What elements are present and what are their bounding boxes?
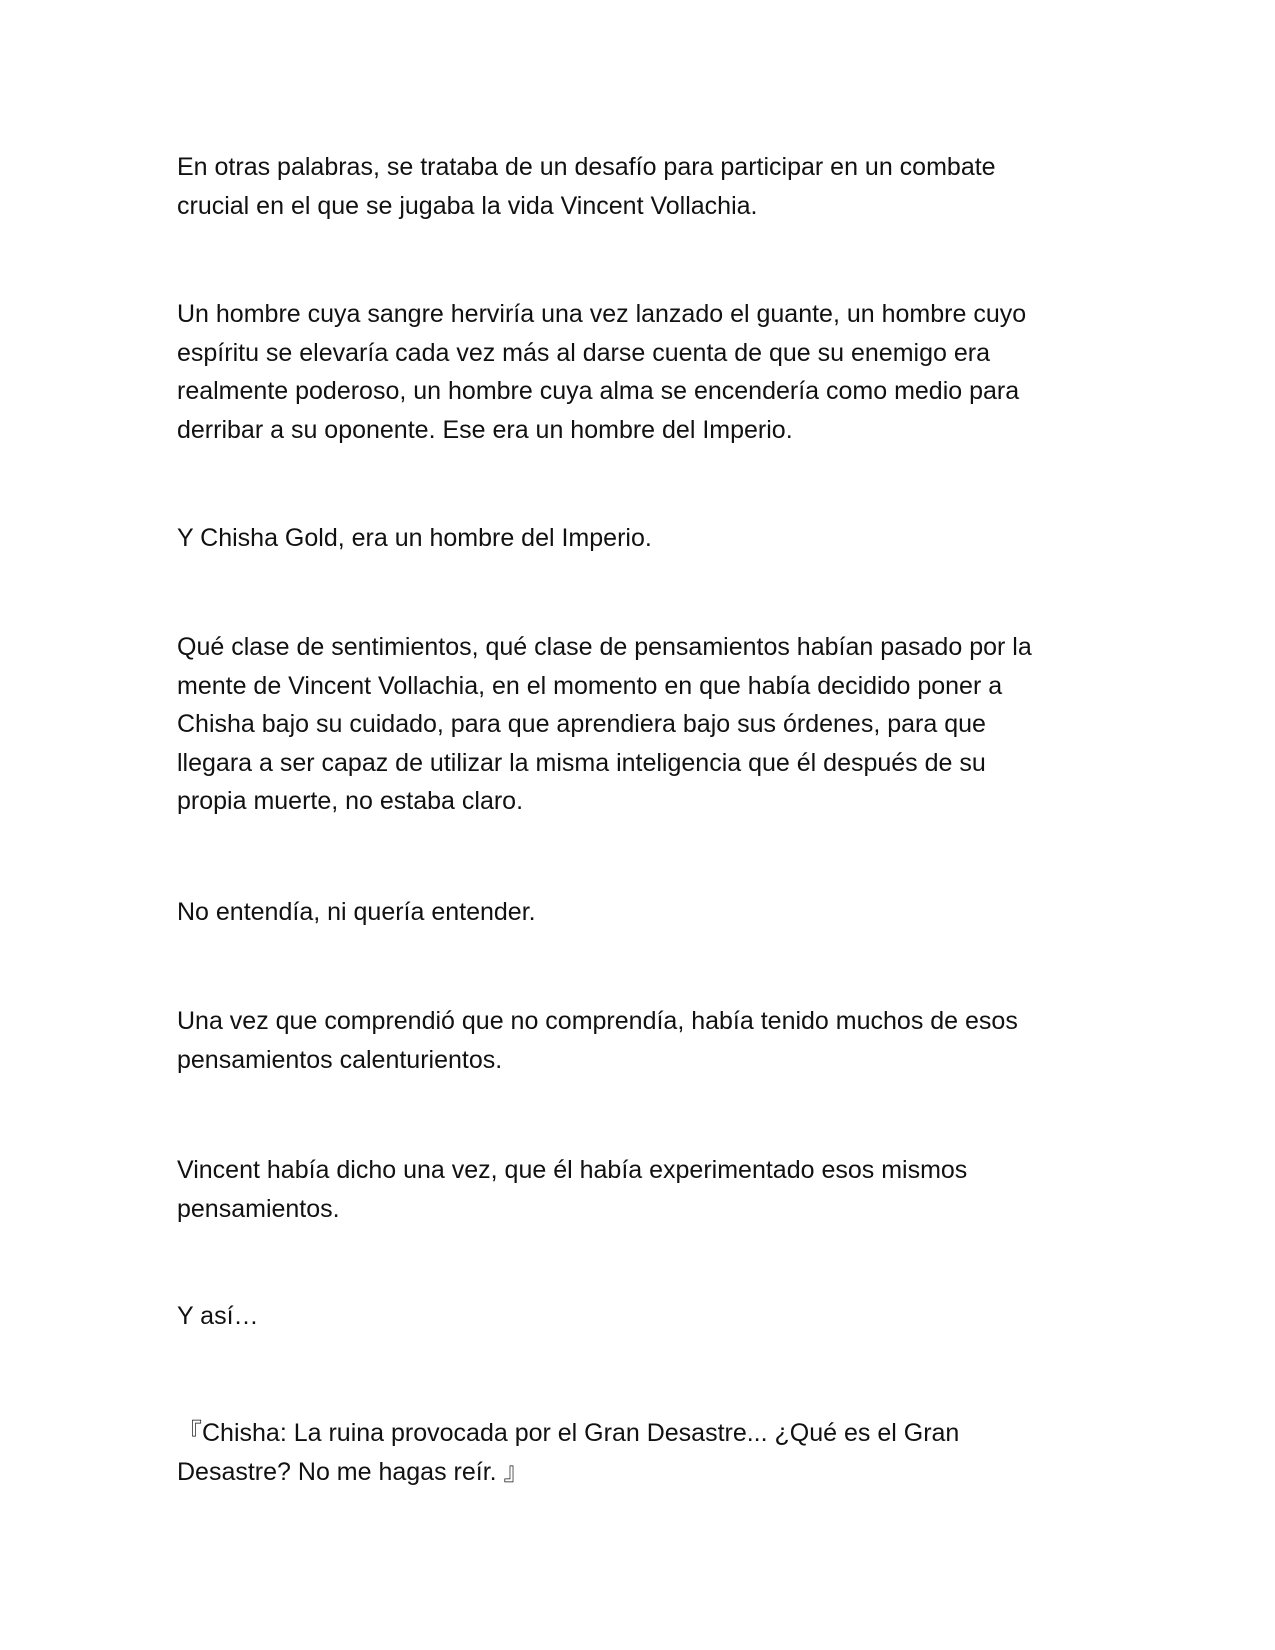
paragraph-3: Y Chisha Gold, era un hombre del Imperio.	[177, 524, 652, 552]
paragraph-8: Y así…	[177, 1302, 259, 1330]
paragraph-1: En otras palabras, se trataba de un desafío para participar en un combate crucial en el que se jugaba la vida Vincent Vollachia.	[177, 153, 996, 220]
paragraph-5: No entendía, ni quería entender.	[177, 898, 536, 926]
paragraph-6: Una vez que comprendió que no comprendía, había tenido muchos de esos pensamientos calenturientos.	[177, 1007, 1018, 1074]
paragraph-2: Un hombre cuya sangre herviría una vez lanzado el guante, un hombre cuyo espíritu se elevaría cada vez más al darse cuenta de que su enemigo era realmente poderoso, un hombre cuya alma se encendería como medio para derribar a su oponente. Ese era un hombre del Imperio.	[177, 300, 1027, 444]
paragraph-4: Qué clase de sentimientos, qué clase de pensamientos habían pasado por la mente de Vincent Vollachia, en el momento en que había decidido poner a Chisha bajo su cuidado, para que aprendiera bajo sus órdenes, para que llegara a ser capaz de utilizar la misma inteligencia que él después de su propia muerte, no estaba claro.	[177, 633, 1032, 815]
paragraph-7: Vincent había dicho una vez, que él había experimentado esos mismos pensamientos.	[177, 1156, 968, 1223]
dialogue-quote: 『Chisha: La ruina provocada por el Gran Desastre... ¿Qué es el Gran Desastre? No me hagas reír. 』	[177, 1419, 960, 1486]
